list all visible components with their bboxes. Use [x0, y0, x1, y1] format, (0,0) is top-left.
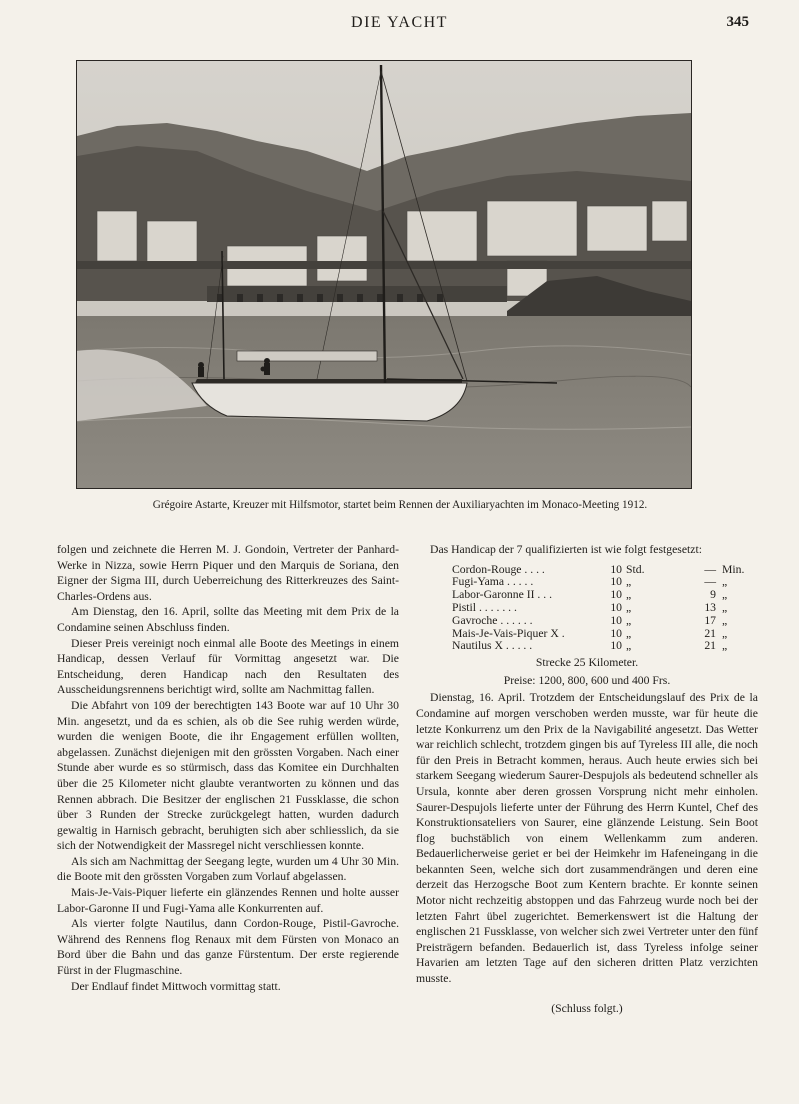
hours: 10: [610, 639, 622, 653]
hours-unit: „: [626, 600, 632, 614]
minutes-unit: „: [722, 575, 728, 589]
boat-name: Mais-Je-Vais-Piquer X .: [452, 626, 565, 640]
paragraph: Als vierter folgte Nautilus, dann Cordon-Rouge, Pistil-Gavroche. Während des Rennens flog Renaux mit dem Fürsten von Monaco an Bord über die Bahn und das ganze Fürstentum. Der erste regierende Fürst in der Flugmaschine.: [57, 917, 399, 978]
hours: 10: [610, 562, 622, 576]
hours: 10: [610, 626, 622, 640]
boat-name: Fugi-Yama . . . . .: [452, 575, 534, 589]
hours-unit: „: [626, 639, 632, 653]
prizes-line: Preise: 1200, 800, 600 und 400 Frs.: [503, 673, 671, 687]
minutes: —: [704, 562, 716, 576]
paragraph: Mais-Je-Vais-Piquer lieferte ein glänzendes Rennen und holte ausser Labor-Garonne II und Fugi-Yama alle Konkurrenten auf.: [57, 886, 399, 915]
table-row: [452, 640, 752, 653]
paragraph: Dieser Preis vereinigt noch einmal alle Boote des Meetings in einem Handicap, dessen Verlauf für Vormittag angesetzt war. Die Entscheidung, deren Handicap nach den Resultaten des Ausscheidungsrennens berichtigt wird, sollte am Nachmittag fallen.: [57, 636, 399, 697]
paragraph: Am Dienstag, den 16. April, sollte das Meeting mit dem Prix de la Condamine seinen Abschluss finden.: [57, 605, 399, 634]
table-row: [452, 615, 752, 628]
hours-unit: „: [626, 613, 632, 627]
page-header-title: DIE YACHT: [351, 14, 448, 31]
minutes-unit: „: [722, 600, 728, 614]
boat-name: Labor-Garonne II . . .: [452, 588, 553, 602]
hours-unit: „: [626, 626, 632, 640]
minutes-unit: „: [722, 588, 728, 602]
hours: 10: [610, 575, 622, 589]
photo-caption: Grégoire Astarte, Kreuzer mit Hilfsmotor, startet beim Rennen der Auxiliaryachten im Monaco-Meeting 1912.: [152, 499, 648, 511]
continued-note: (Schluss folgt.): [551, 1001, 623, 1015]
paragraph: folgen und zeichnete die Herren M. J. Gondoin, Vertreter der Panhard-Werke in Nizza, sowie Herrn Piquer und den Marquis de Soriana, den Eigner der Sigma III, durch Ueberreichung des Ritterkreuzes des Saint-Charles-Ordens aus.: [57, 543, 399, 603]
table-row: [452, 602, 752, 615]
minutes-unit: „: [722, 626, 728, 640]
handicap-intro: Das Handicap der 7 qualifizierten ist wie folgt festgesetzt:: [430, 543, 702, 556]
handicap-table: [452, 564, 752, 654]
paragraph: Der Endlauf findet Mittwoch vormittag statt.: [71, 979, 281, 993]
sailing-yacht-monaco-photo: [76, 60, 692, 489]
boat-name: Cordon-Rouge . . . .: [452, 562, 545, 576]
hours: 10: [610, 613, 622, 627]
minutes-unit: „: [722, 613, 728, 627]
boat-name: Nautilus X . . . . .: [452, 639, 533, 653]
hours: 10: [610, 588, 622, 602]
distance-line: Strecke 25 Kilometer.: [535, 656, 639, 670]
paragraph: Dienstag, 16. April. Trotzdem der Entscheidungslauf des Prix de la Condamine auf morgen verschoben werden musste, war für heute die letzte Konkurrenz um den Prix de la Navigabilité angesetzt. Das Wetter war reichlich schlecht, trotzdem gingen bis auf Tyreless III alle, die noch für den Preis in Betracht kommen, heraus. Auch heute erwies sich bei starkem Seegang wiederum Saurer-Despujols als bedeutend schneller als Ursula, konnte aber deren grossen Vorsprung nicht mehr einholen. Saurer-Despujols lieferte unter der Führung des Herrn Kuntel, Chef des Konstruktionsateliers von Saurer, eine glänzende Leistung. Sein Boot flog buchstäblich von einem Wellenkamm zum anderen. Bedauerlicherweise geriet er bei der Heimkehr im Hafeneingang in die bekannten Seen, welche sich dort zusammendrängen und deren eine derzeit das Herzogsche Boot zum Kentern brachte. Er konnte seinen Motor nicht rechzeitig abstoppen und das Fahrzeug wurde noch bei der letzten Fahrt übel zugerichtet. Bemerkenswert ist die Haltung der englischen 21 Fussklasse, von welcher sich zwei Vertreter unter den fünf Preisträgern befanden. Bedauerlich ist, dass Tyreless infolge seiner Havarien am letzten Tage auf den sicheren dritten Platz verzichten musste.: [416, 691, 758, 986]
minutes: —: [704, 575, 716, 589]
minutes: 9: [710, 588, 716, 602]
minutes: 13: [704, 600, 716, 614]
minutes: 21: [704, 626, 716, 640]
hours-unit: „: [626, 588, 632, 602]
hours: 10: [610, 600, 622, 614]
right-column: [416, 542, 758, 1016]
paragraph: Die Abfahrt von 109 der berechtigten 143 Boote war auf 10 Uhr 30 Min. angesetzt, und da es schien, als ob die See ruhig werden würde, wurden die wenigen Boote, die ihr Engagement erfüllen wollten, abgelassen. Zunächst diejenigen mit den grössten Vorgaben. Nach einer Stunde aber wurde es so stürmisch, dass das Komitee ein Durchhalten über die 25 Kilometer nicht glaubte verantworten zu können und das Rennen abbrach. Die Besitzer der englischen 21 Fussklasse, die schon über 3 Runden der Strecke zurückgelegt hatten, wurden dadurch gewaltig in Harnisch gebracht, beruhigten sich aber schliesslich, da sie sich der Notwendigkeit der Massregel nicht verschliessen konnte.: [57, 698, 399, 853]
minutes: 21: [704, 639, 716, 653]
minutes-unit: „: [722, 639, 728, 653]
page-number: 345: [726, 14, 749, 30]
paragraph: Als sich am Nachmittag der Seegang legte, wurden um 4 Uhr 30 Min. die Boote mit den grössten Vorgaben zum Vorlauf abgelassen.: [57, 854, 399, 884]
boat-name: Gavroche . . . . . .: [452, 613, 533, 627]
minutes: 17: [704, 613, 716, 627]
minutes-unit: Min.: [722, 562, 745, 576]
left-column: [57, 542, 399, 994]
boat-name: Pistil . . . . . . .: [452, 600, 517, 614]
hours-unit: Std.: [626, 562, 645, 576]
hours-unit: „: [626, 575, 632, 589]
